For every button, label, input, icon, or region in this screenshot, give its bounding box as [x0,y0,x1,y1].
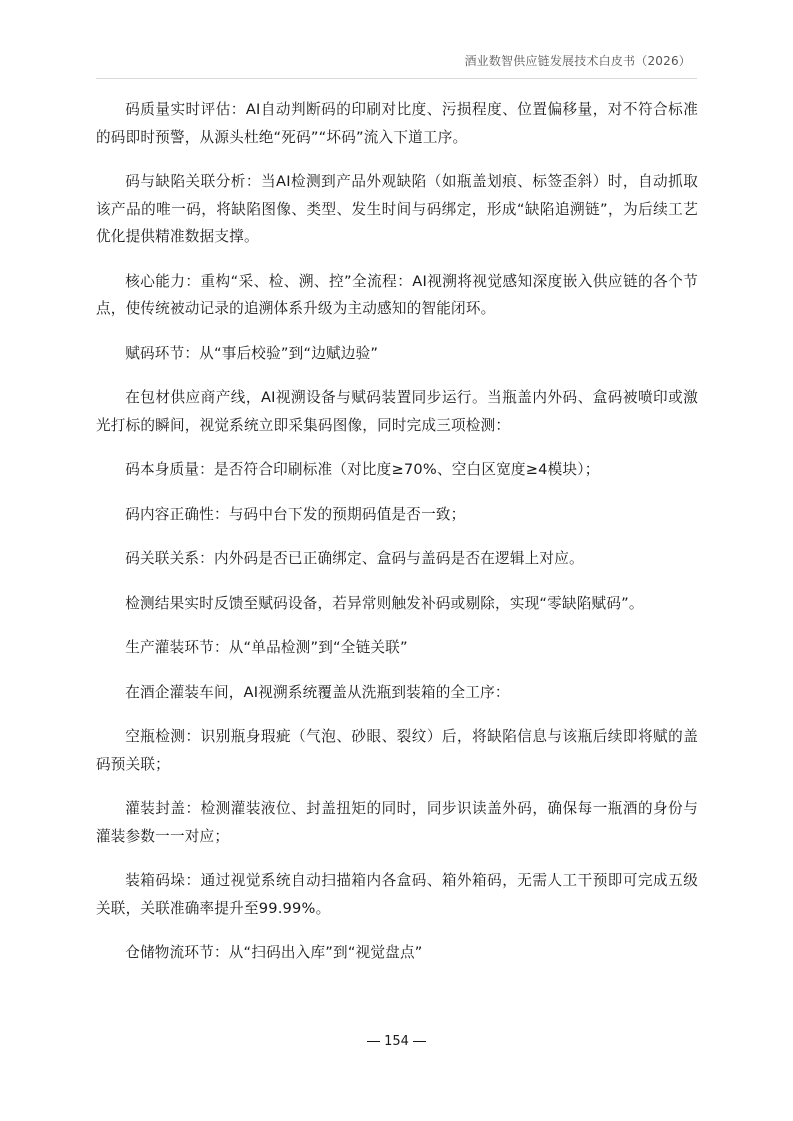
document-title: 酒业数智供应链发展技术白皮书（2026） [464,54,691,68]
paragraph-code-quality: 码质量实时评估：AI自动判断码的印刷对比度、污损程度、位置偏移量，对不符合标准的码即时预警，从源头杜绝“死码”“坏码”流入下道工序。 [96,101,698,146]
paragraph-defect-correlation: 码与缺陷关联分析：当AI检测到产品外观缺陷（如瓶盖划痕、标签歪斜）时，自动抓取该产品的唯一码，将缺陷图像、类型、发生时间与码绑定，形成“缺陷追溯链”，为后续工艺优化提供精准数据支撑。 [96,173,698,245]
paragraph-core-capability: 核心能力：重构“采、检、溯、控”全流程：AI视溯将视觉感知深度嵌入供应链的各个节点，使传统被动记录的追溯体系升级为主动感知的智能闭环。 [96,272,698,317]
paragraph-coding-stage-heading: 赋码环节：从“事后校验”到“边赋边验” [125,344,379,362]
paragraph-coding-stage: 在包材供应商产线，AI视溯设备与赋码装置同步运行。当瓶盖内外码、盒码被喷印或激光打标的瞬间，视觉系统立即采集码图像，同时完成三项检测： [96,389,698,434]
paragraph-packing-palletizing: 装箱码垛：通过视觉系统自动扫描箱内各盒码、箱外箱码，无需人工干预即可完成五级关联，关联准确率提升至99.99%。 [96,872,698,917]
body-text [96,96,698,984]
paragraph-filling-workshop: 在酒企灌装车间，AI视溯系统覆盖从洗瓶到装箱的全工序： [125,683,510,701]
paragraph-filling-capping: 灌装封盖：检测灌装液位、封盖扭矩的同时，同步识读盖外码，确保每一瓶酒的身份与灌装参数一一对应； [96,800,698,845]
left-dash [367,1041,380,1042]
paragraph-filling-stage-heading: 生产灌装环节：从“单品检测”到“全链关联” [125,639,408,656]
paragraph-code-association: 码关联关系：内外码是否已正确绑定、盒码与盖码是否在逻辑上对应。 [125,550,584,567]
right-dash [413,1041,426,1042]
paragraph-warehouse-heading: 仓储物流环节：从“扫码出入库”到“视觉盘点” [125,944,423,961]
paragraph-empty-bottle: 空瓶检测：识别瓶身瑕疵（气泡、砂眼、裂纹）后，将缺陷信息与该瓶后续即将赋的盖码预关联； [96,728,698,773]
page-footer [0,1034,793,1049]
paragraph-code-itself-quality: 码本身质量：是否符合印刷标准（对比度≥70%、空白区宽度≥4模块）； [125,461,600,478]
paragraph-feedback: 检测结果实时反馈至赋码设备，若异常则触发补码或剔除，实现“零缺陷赋码”。 [125,594,644,612]
page-header [96,44,697,79]
page-number: 154 [384,1034,409,1049]
paragraph-code-content-correctness: 码内容正确性：与码中台下发的预期码值是否一致； [125,505,466,523]
